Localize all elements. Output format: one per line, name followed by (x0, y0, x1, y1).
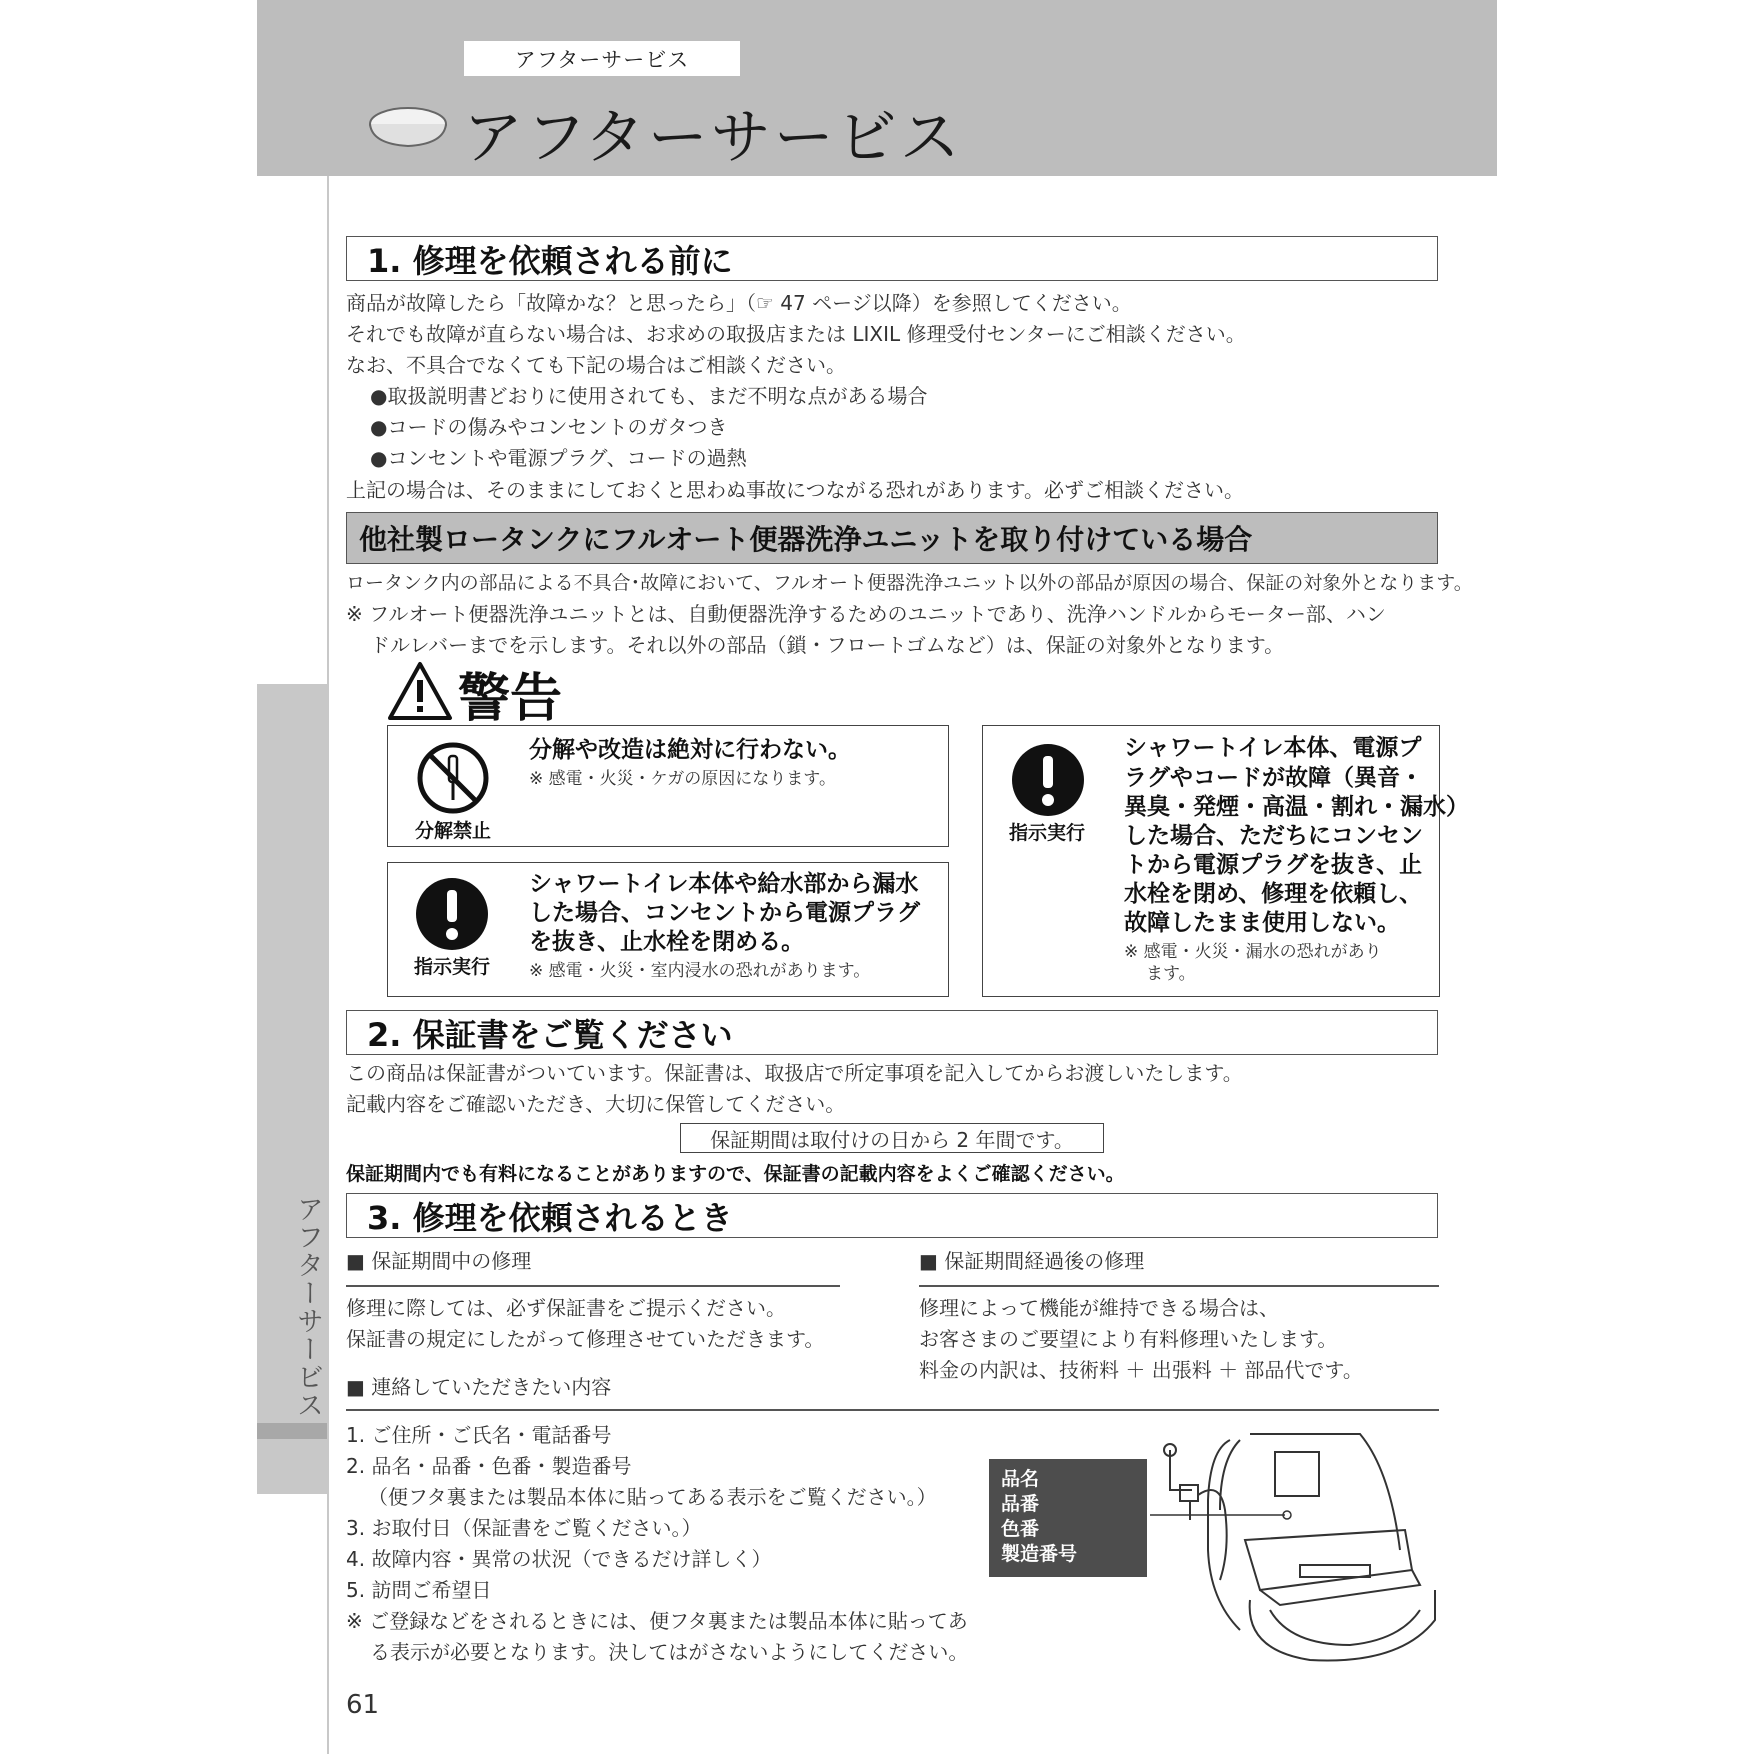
section2-line: 記載内容をご確認いただき、大切に保管してください。 (346, 1092, 846, 1116)
section1-bullet: ●コンセントや電源プラグ、コードの過熱 (370, 446, 747, 470)
section1-line: 商品が故障したら「故障かな？と思ったら」（☞ 47 ページ以降）を参照してください。 (346, 291, 1132, 315)
page-title: アフターサービス (463, 103, 963, 173)
toilet-seat-icon (362, 102, 450, 152)
side-tab-label: アフターサービス (292, 1195, 323, 1419)
section1-heading: 1. 修理を依頼される前に (346, 236, 1438, 281)
divider (919, 1285, 1439, 1287)
section3-heading: 3. 修理を依頼されるとき (346, 1193, 1438, 1238)
contact-note: ※ ご登録などをされるときには、便フタ裏または製品本体に貼ってあ (346, 1609, 968, 1633)
toilet-product-illustration (1150, 1430, 1440, 1670)
section1-bullet: ●取扱説明書どおりに使用されても、まだ不明な点がある場合 (370, 384, 928, 408)
contact-item: 1. ご住所・ご氏名・電話番号 (346, 1423, 612, 1447)
label-product-name: 品名 (1001, 1468, 1040, 1490)
header-tag: アフターサービス (464, 41, 740, 76)
warning-title: 警告 (458, 669, 563, 729)
label-color-number: 色番 (1001, 1518, 1040, 1540)
post-warranty-line: 料金の内訳は、技術料 ＋ 出張料 ＋ 部品代です。 (919, 1358, 1363, 1382)
divider (346, 1285, 840, 1287)
warranty-period-box: 保証期間は取付けの日から 2 年間です。 (680, 1123, 1104, 1153)
side-tab-stripe (257, 1423, 327, 1439)
icon-label: 分解禁止 (414, 820, 491, 842)
section2-heading: 2. 保証書をご覧ください (346, 1010, 1438, 1055)
contact-item: 4. 故障内容・異常の状況（できるだけ詳しく） (346, 1547, 772, 1571)
warning-note: ※ 感電・火災・ケガの原因になります。 (529, 769, 836, 789)
warning-text: 故障したまま使用しない。 (1124, 910, 1400, 936)
icon-label: 指示実行 (1008, 822, 1085, 844)
page-number: 61 (346, 1690, 380, 1720)
label-serial-number: 製造番号 (1001, 1543, 1078, 1565)
contact-item: （便フタ裏または製品本体に貼ってある表示をご覧ください。） (368, 1485, 937, 1509)
lowtank-note: ドルレバーまでを示します。それ以外の部品（鎖・フロートゴムなど）は、保証の対象外となります。 (370, 633, 1285, 657)
section1-line: なお、不具合でなくても下記の場合はご相談ください。 (346, 353, 846, 377)
label-product-number: 品番 (1001, 1493, 1040, 1515)
contact-note: る表示が必要となります。決してはがさないようにしてください。 (370, 1640, 969, 1664)
lowtank-heading: 他社製ロータンクにフルオート便器洗浄ユニットを取り付けている場合 (346, 512, 1438, 564)
warning-text: シャワートイレ本体、電源プ (1124, 735, 1422, 761)
in-warranty-title: ■ 保証期間中の修理 (346, 1249, 532, 1273)
section1-line: それでも故障が直らない場合は、お求めの取扱店または LIXIL 修理受付センターにご相談ください。 (346, 322, 1246, 346)
warning-text: 異臭・発煙・高温・割れ・漏水） (1124, 794, 1469, 820)
section1-bullet: ●コードの傷みやコンセントのガタつき (370, 415, 728, 439)
margin-line (327, 176, 329, 1754)
warning-note: ※ 感電・火災・漏水の恐れがあり (1124, 942, 1382, 962)
icon-label: 指示実行 (413, 956, 490, 978)
warning-text: した場合、ただちにコンセン (1124, 823, 1423, 849)
divider (346, 1409, 1439, 1411)
mandatory-action-icon (1010, 742, 1086, 818)
contact-item: 2. 品名・品番・色番・製造番号 (346, 1454, 632, 1478)
section2-line: この商品は保証書がついています。保証書は、取扱店で所定事項を記入してからお渡しいたします。 (346, 1061, 1243, 1085)
contact-item: 3. お取付日（保証書をご覧ください。） (346, 1516, 702, 1540)
warning-note: ます。 (1146, 964, 1196, 984)
warning-text: した場合、コンセントから電源プラグ (529, 900, 920, 926)
section2-bold-note: 保証期間内でも有料になることがありますので、保証書の記載内容をよくご確認ください。 (346, 1163, 1125, 1185)
mandatory-action-icon (414, 876, 490, 952)
post-warranty-title: ■ 保証期間経過後の修理 (919, 1249, 1145, 1273)
warning-triangle-icon (386, 660, 454, 722)
section1-closing: 上記の場合は、そのままにしておくと思わぬ事故につながる恐れがあります。必ずご相談ください。 (346, 478, 1244, 502)
warning-text: を抜き、止水栓を閉める。 (529, 929, 805, 955)
post-warranty-line: 修理によって機能が維持できる場合は、 (919, 1296, 1279, 1320)
no-disassembly-icon (415, 740, 491, 816)
warning-text: 水栓を閉め、修理を依頼し、 (1124, 881, 1423, 907)
warning-text: シャワートイレ本体や給水部から漏水 (529, 871, 919, 897)
post-warranty-line: お客さまのご要望により有料修理いたします。 (919, 1327, 1338, 1351)
in-warranty-line: 修理に際しては、必ず保証書をご提示ください。 (346, 1296, 786, 1320)
lowtank-line: ロータンク内の部品による不具合･故障において、フルオート便器洗浄ユニット以外の部品が原因の場合、保証の対象外となります。 (346, 572, 1473, 594)
warning-text: 分解や改造は絶対に行わない。 (529, 737, 851, 763)
warning-text: ラグやコードが故障（異音・ (1124, 765, 1423, 791)
lowtank-note: ※ フルオート便器洗浄ユニットとは、自動便器洗浄するためのユニットであり、洗浄ハンドルからモーター部、ハン (346, 602, 1386, 626)
contact-title: ■ 連絡していただきたい内容 (346, 1375, 612, 1399)
warning-text: トから電源プラグを抜き、止 (1124, 852, 1423, 878)
warning-note: ※ 感電・火災・室内浸水の恐れがあります。 (529, 961, 871, 981)
contact-item: 5. 訪問ご希望日 (346, 1578, 492, 1602)
in-warranty-line: 保証書の規定にしたがって修理させていただきます。 (346, 1327, 825, 1351)
